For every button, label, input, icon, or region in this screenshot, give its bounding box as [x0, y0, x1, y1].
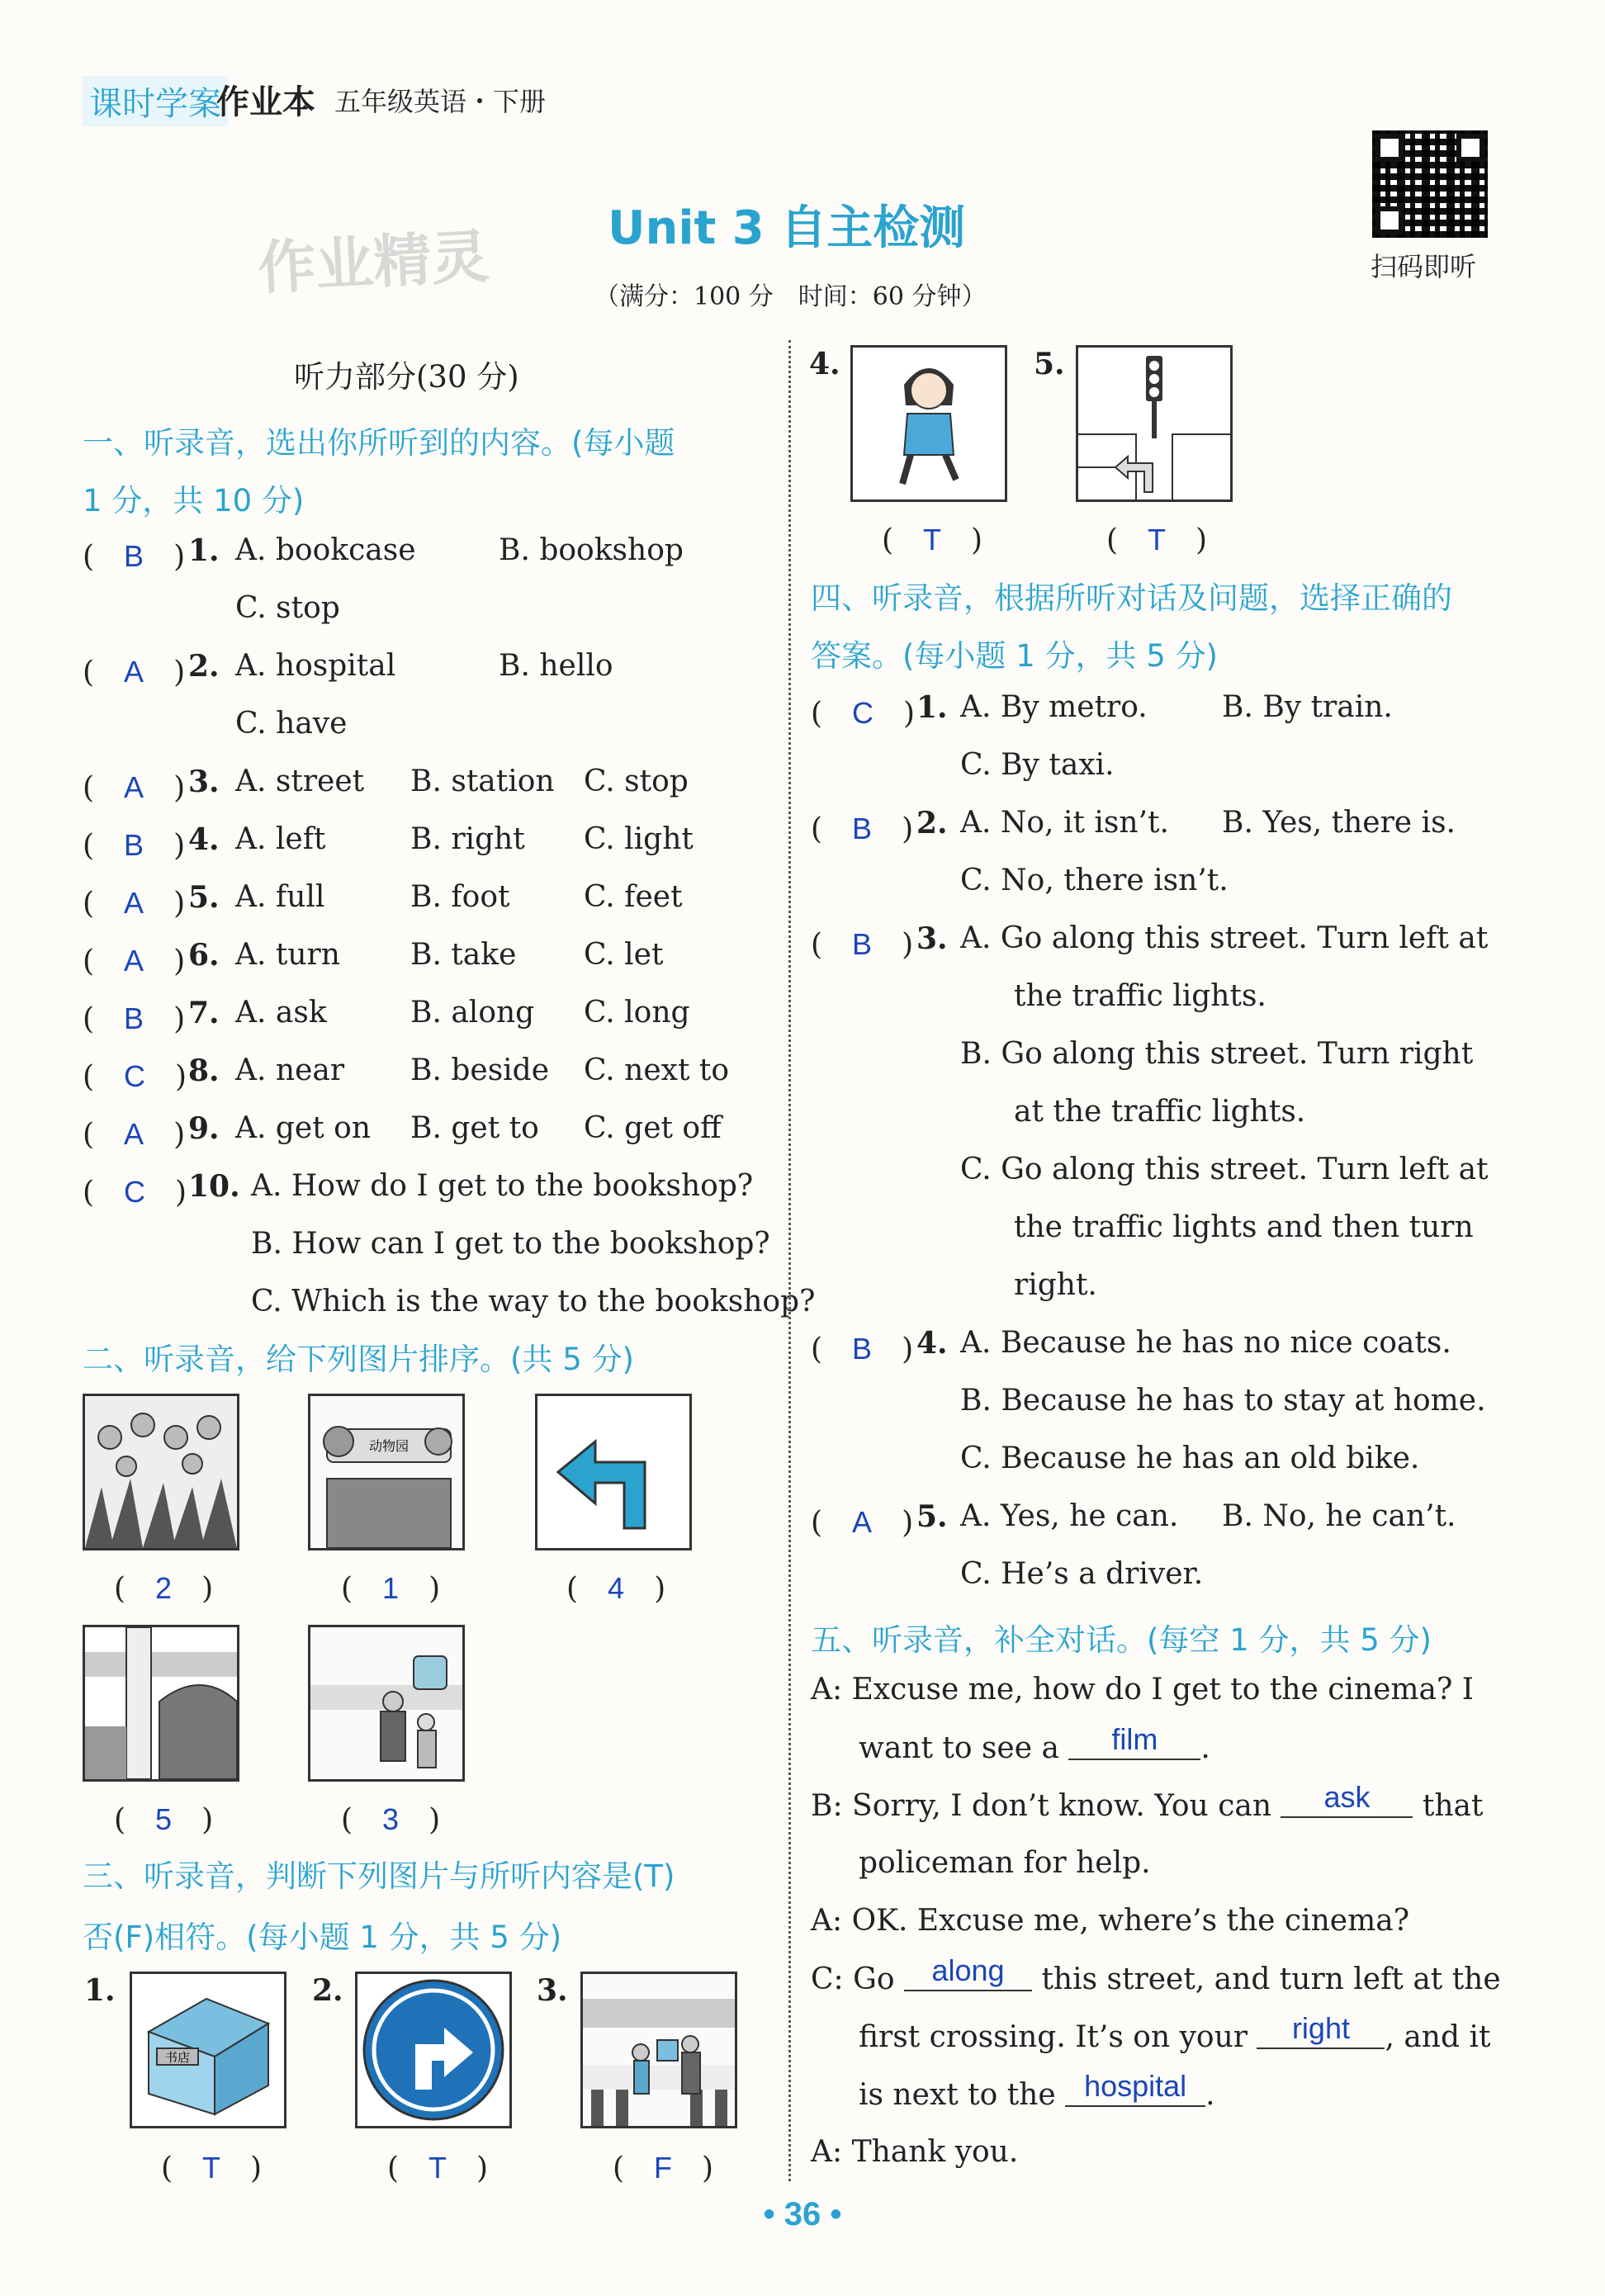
s1-answer-2: ( A )	[83, 655, 186, 689]
s1-option-a: A. full	[235, 880, 325, 914]
watermark: 作业精灵	[256, 222, 491, 303]
dialog-line-8: is next to the hospital .	[859, 2069, 1215, 2112]
s1-answer-7: ( B )	[83, 1001, 186, 1036]
s4-q2-c: C. No, there isn’t.	[960, 864, 1229, 897]
s1-num-7: 7.	[188, 996, 220, 1030]
s4-q2-answer: ( B )	[811, 812, 914, 846]
header-book: 作业本	[216, 83, 315, 121]
page-title: Unit 3 自主检测	[608, 201, 966, 255]
page-number: • 36 •	[763, 2196, 842, 2232]
s1-num-10: 10.	[188, 1169, 240, 1204]
s1-option-a: A. near	[235, 1053, 345, 1087]
s4-q3-c3: right.	[1014, 1268, 1097, 1302]
s4-q3-b2: at the traffic lights.	[1014, 1095, 1306, 1129]
column-divider	[788, 340, 791, 2181]
s3-num-3: 3.	[537, 1973, 568, 2008]
flowers-picture	[83, 1394, 239, 1550]
s4-q1-b: B. By train.	[1222, 690, 1393, 724]
s4-q2-b: B. Yes, there is.	[1222, 806, 1456, 840]
s1-option-a: A. street	[235, 765, 365, 798]
s4-q5-c: C. He’s a driver.	[960, 1557, 1204, 1591]
s3-answer-1: ( T )	[161, 2151, 263, 2185]
s1-option-b: B. station	[410, 765, 555, 798]
blank-2[interactable]: ask	[1281, 1788, 1413, 1818]
s1-option-c: C. feet	[584, 880, 683, 914]
dialog-line-5: A: OK. Excuse me, where’s the cinema?	[811, 1904, 1409, 1938]
turn-left-sign-picture	[535, 1394, 692, 1550]
blank-5[interactable]: hospital	[1065, 2077, 1205, 2107]
s4-q5-num: 5.	[916, 1499, 948, 1534]
section2-heading: 二、听录音，给下列图片排序。(共 5 分)	[83, 1342, 634, 1377]
s4-q1-a: A. By metro.	[960, 690, 1148, 724]
s1-option-c: C. Which is the way to the bookshop?	[251, 1285, 816, 1318]
bookshop-picture	[130, 1972, 286, 2128]
s3-answer-5: ( T )	[1106, 523, 1208, 557]
zoo-sign-text: 动物园	[368, 1438, 410, 1454]
s3-num-1: 1.	[84, 1973, 116, 2008]
section4-heading: 四、听录音，根据所听对话及问题，选择正确的	[811, 580, 1452, 616]
s4-q4-b: B. Because he has to stay at home.	[960, 1384, 1486, 1418]
s4-q3-a1: A. Go along this street. Turn left at	[960, 921, 1489, 955]
s1-option-a: A. ask	[235, 996, 327, 1030]
s2-answer-3: ( 4 )	[566, 1571, 666, 1606]
s1-answer-10: ( C )	[83, 1175, 187, 1210]
section3-heading-cont: 否(F)相符。(每小题 1 分，共 5 分)	[83, 1920, 562, 1955]
s1-option-a: A. left	[235, 822, 326, 856]
s4-q5-b: B. No, he can’t.	[1222, 1499, 1456, 1533]
blank-3[interactable]: along	[904, 1962, 1032, 1991]
s1-num-5: 5.	[188, 880, 220, 915]
traffic-light-crossing-picture	[1076, 345, 1233, 502]
s1-option-b: B. foot	[410, 880, 510, 914]
s4-q5-a: A. Yes, he can.	[960, 1499, 1179, 1533]
s1-num-9: 9.	[188, 1111, 220, 1146]
dialog-line-1: A: Excuse me, how do I get to the cinema? I	[811, 1673, 1474, 1707]
s1-option-c: C. long	[584, 996, 690, 1030]
s1-answer-8: ( C )	[83, 1059, 187, 1094]
s1-option-c: C. stop	[235, 591, 340, 625]
s1-option-b: B. bookshop	[499, 533, 684, 567]
s1-answer-9: ( A )	[83, 1117, 186, 1152]
qr-code[interactable]	[1372, 130, 1488, 238]
s1-option-c: C. next to	[584, 1053, 729, 1087]
s3-answer-4: ( T )	[882, 523, 983, 557]
s1-num-6: 6.	[188, 938, 220, 973]
s4-q2-a: A. No, it isn’t.	[960, 806, 1169, 840]
s4-q1-c: C. By taxi.	[960, 748, 1115, 782]
s1-option-c: C. stop	[584, 765, 689, 798]
s1-option-c: C. have	[235, 707, 348, 741]
dialog-line-9: A: Thank you.	[811, 2135, 1019, 2169]
listening-heading: 听力部分(30 分)	[294, 359, 519, 395]
dialog-line-7: first crossing. It’s on your right , and it	[859, 2011, 1491, 2054]
s2-answer-5: ( 3 )	[341, 1802, 441, 1837]
s4-q3-b1: B. Go along this street. Turn right	[960, 1037, 1474, 1071]
s1-option-b: B. take	[410, 938, 517, 972]
s4-q3-answer: ( B )	[811, 927, 914, 962]
s1-option-c: C. let	[584, 938, 664, 972]
s1-answer-1: ( B )	[83, 539, 186, 574]
turn-right-sign-picture	[355, 1972, 512, 2128]
s4-q3-c1: C. Go along this street. Turn left at	[960, 1153, 1489, 1186]
s3-answer-2: ( T )	[387, 2151, 489, 2185]
s1-option-a: A. bookcase	[235, 533, 416, 567]
s4-q4-num: 4.	[916, 1326, 948, 1361]
shop-sign-text: 书店	[164, 2050, 191, 2065]
section3-heading: 三、听录音，判断下列图片与所听内容是(T)	[83, 1858, 675, 1894]
s1-option-a: A. get on	[235, 1111, 372, 1145]
s4-q4-answer: ( B )	[811, 1332, 914, 1366]
zoo-gate-picture	[308, 1394, 465, 1550]
s1-num-3: 3.	[188, 765, 220, 799]
s1-option-b: B. hello	[499, 649, 613, 683]
metro-station-picture	[83, 1625, 239, 1782]
s1-num-8: 8.	[188, 1053, 220, 1088]
qr-label: 扫码即听	[1371, 251, 1477, 282]
blank-4[interactable]: right	[1257, 2019, 1385, 2049]
crossing-picture	[580, 1972, 737, 2128]
header-brand: 课时学案	[83, 76, 228, 126]
header-grade: 五年级英语・下册	[334, 86, 547, 117]
s1-option-b: B. get to	[410, 1111, 539, 1145]
dialog-line-3: B: Sorry, I don’t know. You can ask that	[811, 1780, 1484, 1823]
section4-heading-cont: 答案。(每小题 1 分，共 5 分)	[811, 638, 1218, 674]
s4-q1-answer: ( C )	[811, 696, 916, 731]
s4-q4-a: A. Because he has no nice coats.	[960, 1326, 1451, 1360]
dialog-line-4: policeman for help.	[859, 1846, 1151, 1880]
s1-option-c: C. get off	[584, 1111, 722, 1145]
s1-answer-6: ( A )	[83, 944, 186, 978]
s1-option-a: A. How do I get to the bookshop?	[251, 1169, 754, 1203]
s4-q3-c2: the traffic lights and then turn	[1014, 1210, 1474, 1244]
section1-heading: 一、听录音，选出你所听到的内容。(每小题	[83, 425, 675, 461]
s4-q4-c: C. Because he has an old bike.	[960, 1442, 1420, 1475]
s4-q2-num: 2.	[916, 806, 948, 840]
s4-q3-num: 3.	[916, 921, 948, 956]
page-subtitle: （满分：100 分 时间：60 分钟）	[594, 282, 987, 311]
dialog-line-2: want to see a film .	[859, 1722, 1210, 1765]
s3-num-5: 5.	[1034, 347, 1065, 381]
s2-answer-2: ( 1 )	[341, 1571, 441, 1606]
s1-option-a: A. turn	[235, 938, 340, 972]
s1-option-b: B. How can I get to the bookshop?	[251, 1227, 770, 1261]
s1-num-1: 1.	[188, 533, 220, 568]
s1-num-2: 2.	[188, 649, 220, 684]
s1-answer-3: ( A )	[83, 770, 186, 805]
s4-q5-answer: ( A )	[811, 1505, 914, 1540]
girl-walking-picture	[850, 345, 1007, 502]
s4-q1-num: 1.	[916, 690, 948, 725]
s3-answer-3: ( F )	[613, 2151, 714, 2185]
s1-option-a: A. hospital	[235, 649, 396, 683]
section5-heading: 五、听录音，补全对话。(每空 1 分，共 5 分)	[811, 1622, 1432, 1658]
section1-heading-cont: 1 分，共 10 分)	[83, 483, 305, 518]
blank-1[interactable]: film	[1068, 1730, 1200, 1760]
s1-answer-4: ( B )	[83, 828, 186, 863]
s1-option-c: C. light	[584, 822, 694, 856]
s3-num-2: 2.	[312, 1973, 343, 2008]
s3-num-4: 4.	[809, 347, 840, 381]
dialog-line-6: C: Go along this street, and turn left at the	[811, 1953, 1501, 1996]
s4-q3-a2: the traffic lights.	[1014, 979, 1266, 1013]
s1-option-b: B. along	[410, 996, 535, 1030]
s1-option-b: B. right	[410, 822, 525, 856]
s1-option-b: B. beside	[410, 1053, 550, 1087]
traffic-police-picture	[308, 1625, 465, 1782]
s1-answer-5: ( A )	[83, 886, 186, 921]
s2-answer-1: ( 2 )	[114, 1571, 214, 1606]
s1-num-4: 4.	[188, 822, 220, 857]
s2-answer-4: ( 5 )	[114, 1802, 214, 1837]
